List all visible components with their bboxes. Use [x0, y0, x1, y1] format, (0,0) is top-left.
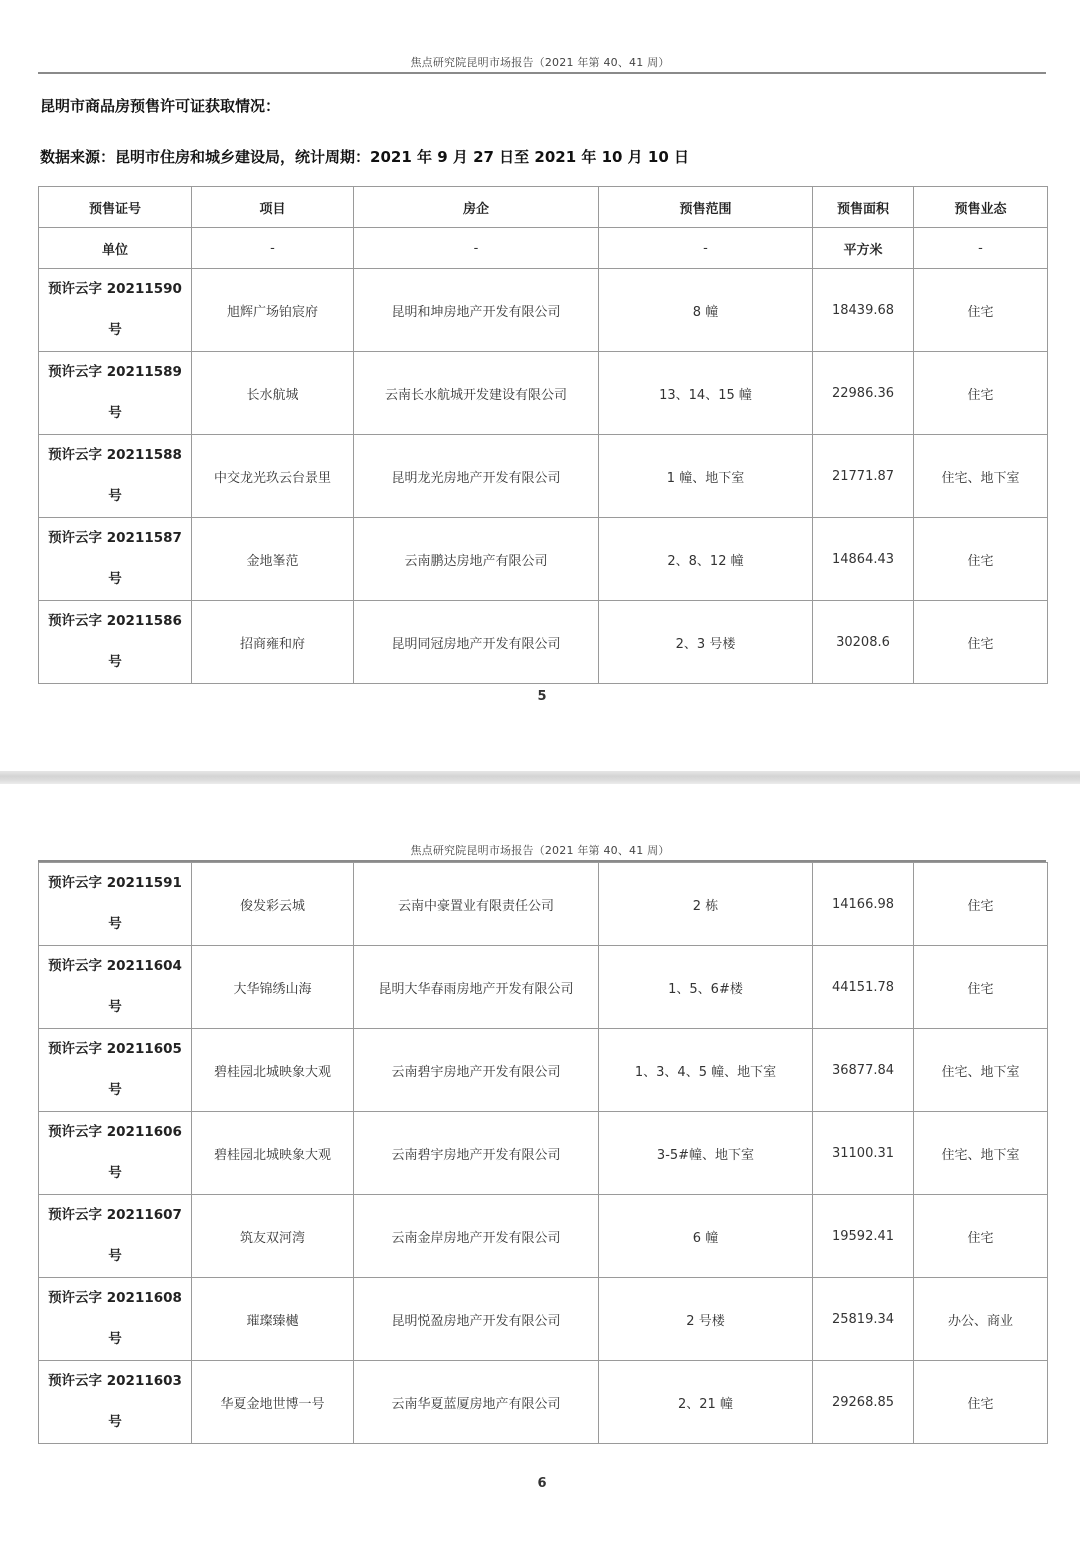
column-header-area: 预售面积: [813, 187, 914, 228]
table-row: [39, 946, 1048, 1029]
developer-name: 云南长水航城开发建设有限公司: [354, 352, 599, 435]
developer-name: 昆明悦盈房地产开发有限公司: [354, 1278, 599, 1361]
table-row: [39, 269, 1048, 352]
presale-scope: 3-5#幢、地下室: [599, 1112, 813, 1195]
presale-scope: 2 栋: [599, 863, 813, 946]
presale-use: 住宅: [914, 352, 1048, 435]
project-name: 旭辉广场铂宸府: [192, 269, 354, 352]
presale-use: 住宅: [914, 863, 1048, 946]
unit-label: 单位: [39, 228, 192, 269]
table-header-row: [39, 187, 1048, 228]
page-number: 6: [537, 1476, 547, 1491]
cert-number: 预许云字 20211588 号: [39, 435, 192, 518]
project-name: 璀璨臻樾: [192, 1278, 354, 1361]
presale-area: 31100.31: [813, 1112, 914, 1195]
project-name: 金地峯范: [192, 518, 354, 601]
presale-area: 29268.85: [813, 1361, 914, 1444]
page-separator: [0, 771, 1080, 784]
cert-number: 预许云字 20211589 号: [39, 352, 192, 435]
project-name: 碧桂园北城映象大观: [192, 1029, 354, 1112]
table-row: [39, 863, 1048, 946]
developer-name: 云南鹏达房地产有限公司: [354, 518, 599, 601]
cert-number: 预许云字 20211590 号: [39, 269, 192, 352]
project-name: 大华锦绣山海: [192, 946, 354, 1029]
presale-area: 30208.6: [813, 601, 914, 684]
unit-project: -: [192, 228, 354, 269]
table-row: [39, 1195, 1048, 1278]
presale-area: 14166.98: [813, 863, 914, 946]
presale-scope: 6 幢: [599, 1195, 813, 1278]
developer-name: 昆明同冠房地产开发有限公司: [354, 601, 599, 684]
presale-area: 18439.68: [813, 269, 914, 352]
developer-name: 云南中豪置业有限责任公司: [354, 863, 599, 946]
table-row: [39, 518, 1048, 601]
presale-use: 住宅: [914, 269, 1048, 352]
developer-name: 云南碧宇房地产开发有限公司: [354, 1029, 599, 1112]
column-header-use: 预售业态: [914, 187, 1048, 228]
column-header-project: 项目: [192, 187, 354, 228]
presale-use: 住宅: [914, 1195, 1048, 1278]
document-page-6: [0, 784, 1080, 1552]
developer-name: 昆明和坤房地产开发有限公司: [354, 269, 599, 352]
presale-scope: 8 幢: [599, 269, 813, 352]
presale-use: 住宅: [914, 946, 1048, 1029]
cert-number: 预许云字 20211604 号: [39, 946, 192, 1029]
project-name: 中交龙光玖云台景里: [192, 435, 354, 518]
table-unit-row: [39, 228, 1048, 269]
table-row: [39, 601, 1048, 684]
unit-use: -: [914, 228, 1048, 269]
column-header-scope: 预售范围: [599, 187, 813, 228]
cert-number: 预许云字 20211606 号: [39, 1112, 192, 1195]
project-name: 筑友双河湾: [192, 1195, 354, 1278]
table-row: [39, 1278, 1048, 1361]
table-row: [39, 1112, 1048, 1195]
presale-area: 14864.43: [813, 518, 914, 601]
presale-permit-table-continued: [38, 862, 1048, 1444]
project-name: 长水航城: [192, 352, 354, 435]
cert-number: 预许云字 20211608 号: [39, 1278, 192, 1361]
presale-area: 21771.87: [813, 435, 914, 518]
unit-area: 平方米: [813, 228, 914, 269]
section-title: 昆明市商品房预售许可证获取情况：: [40, 97, 281, 115]
presale-use: 住宅、地下室: [914, 1112, 1048, 1195]
project-name: 俊发彩云城: [192, 863, 354, 946]
table-row: [39, 352, 1048, 435]
cert-number: 预许云字 20211591 号: [39, 863, 192, 946]
presale-scope: 1、5、6#楼: [599, 946, 813, 1029]
presale-area: 25819.34: [813, 1278, 914, 1361]
presale-area: 19592.41: [813, 1195, 914, 1278]
presale-area: 44151.78: [813, 946, 914, 1029]
project-name: 碧桂园北城映象大观: [192, 1112, 354, 1195]
developer-name: 昆明大华春雨房地产开发有限公司: [354, 946, 599, 1029]
cert-number: 预许云字 20211605 号: [39, 1029, 192, 1112]
page-number: 5: [537, 689, 547, 704]
developer-name: 昆明龙光房地产开发有限公司: [354, 435, 599, 518]
presale-use: 住宅、地下室: [914, 1029, 1048, 1112]
cert-number: 预许云字 20211603 号: [39, 1361, 192, 1444]
presale-use: 住宅、地下室: [914, 435, 1048, 518]
cert-number: 预许云字 20211587 号: [39, 518, 192, 601]
presale-scope: 2、3 号楼: [599, 601, 813, 684]
presale-use: 住宅: [914, 518, 1048, 601]
table-row: [39, 1029, 1048, 1112]
table-row: [39, 435, 1048, 518]
presale-scope: 1、3、4、5 幢、地下室: [599, 1029, 813, 1112]
document-page-5: [0, 0, 1080, 771]
presale-scope: 2、8、12 幢: [599, 518, 813, 601]
unit-scope: -: [599, 228, 813, 269]
project-name: 华夏金地世博一号: [192, 1361, 354, 1444]
cert-number: 预许云字 20211607 号: [39, 1195, 192, 1278]
column-header-developer: 房企: [354, 187, 599, 228]
column-header-cert: 预售证号: [39, 187, 192, 228]
cert-number: 预许云字 20211586 号: [39, 601, 192, 684]
presale-scope: 2 号楼: [599, 1278, 813, 1361]
data-source-line: 数据来源：昆明市住房和城乡建设局，统计周期：2021 年 9 月 27 日至 2021 年 10 月 10 日: [40, 148, 690, 166]
running-header: 焦点研究院昆明市场报告（2021 年第 40、41 周）: [410, 56, 670, 69]
presale-area: 36877.84: [813, 1029, 914, 1112]
presale-scope: 2、21 幢: [599, 1361, 813, 1444]
developer-name: 云南华夏蓝厦房地产有限公司: [354, 1361, 599, 1444]
presale-use: 办公、商业: [914, 1278, 1048, 1361]
unit-developer: -: [354, 228, 599, 269]
presale-permit-table: [38, 186, 1048, 684]
header-rule: [38, 72, 1046, 74]
developer-name: 云南碧宇房地产开发有限公司: [354, 1112, 599, 1195]
presale-scope: 13、14、15 幢: [599, 352, 813, 435]
table-row: [39, 1361, 1048, 1444]
developer-name: 云南金岸房地产开发有限公司: [354, 1195, 599, 1278]
presale-use: 住宅: [914, 601, 1048, 684]
presale-area: 22986.36: [813, 352, 914, 435]
presale-use: 住宅: [914, 1361, 1048, 1444]
project-name: 招商雍和府: [192, 601, 354, 684]
presale-scope: 1 幢、地下室: [599, 435, 813, 518]
running-header: 焦点研究院昆明市场报告（2021 年第 40、41 周）: [410, 844, 670, 857]
